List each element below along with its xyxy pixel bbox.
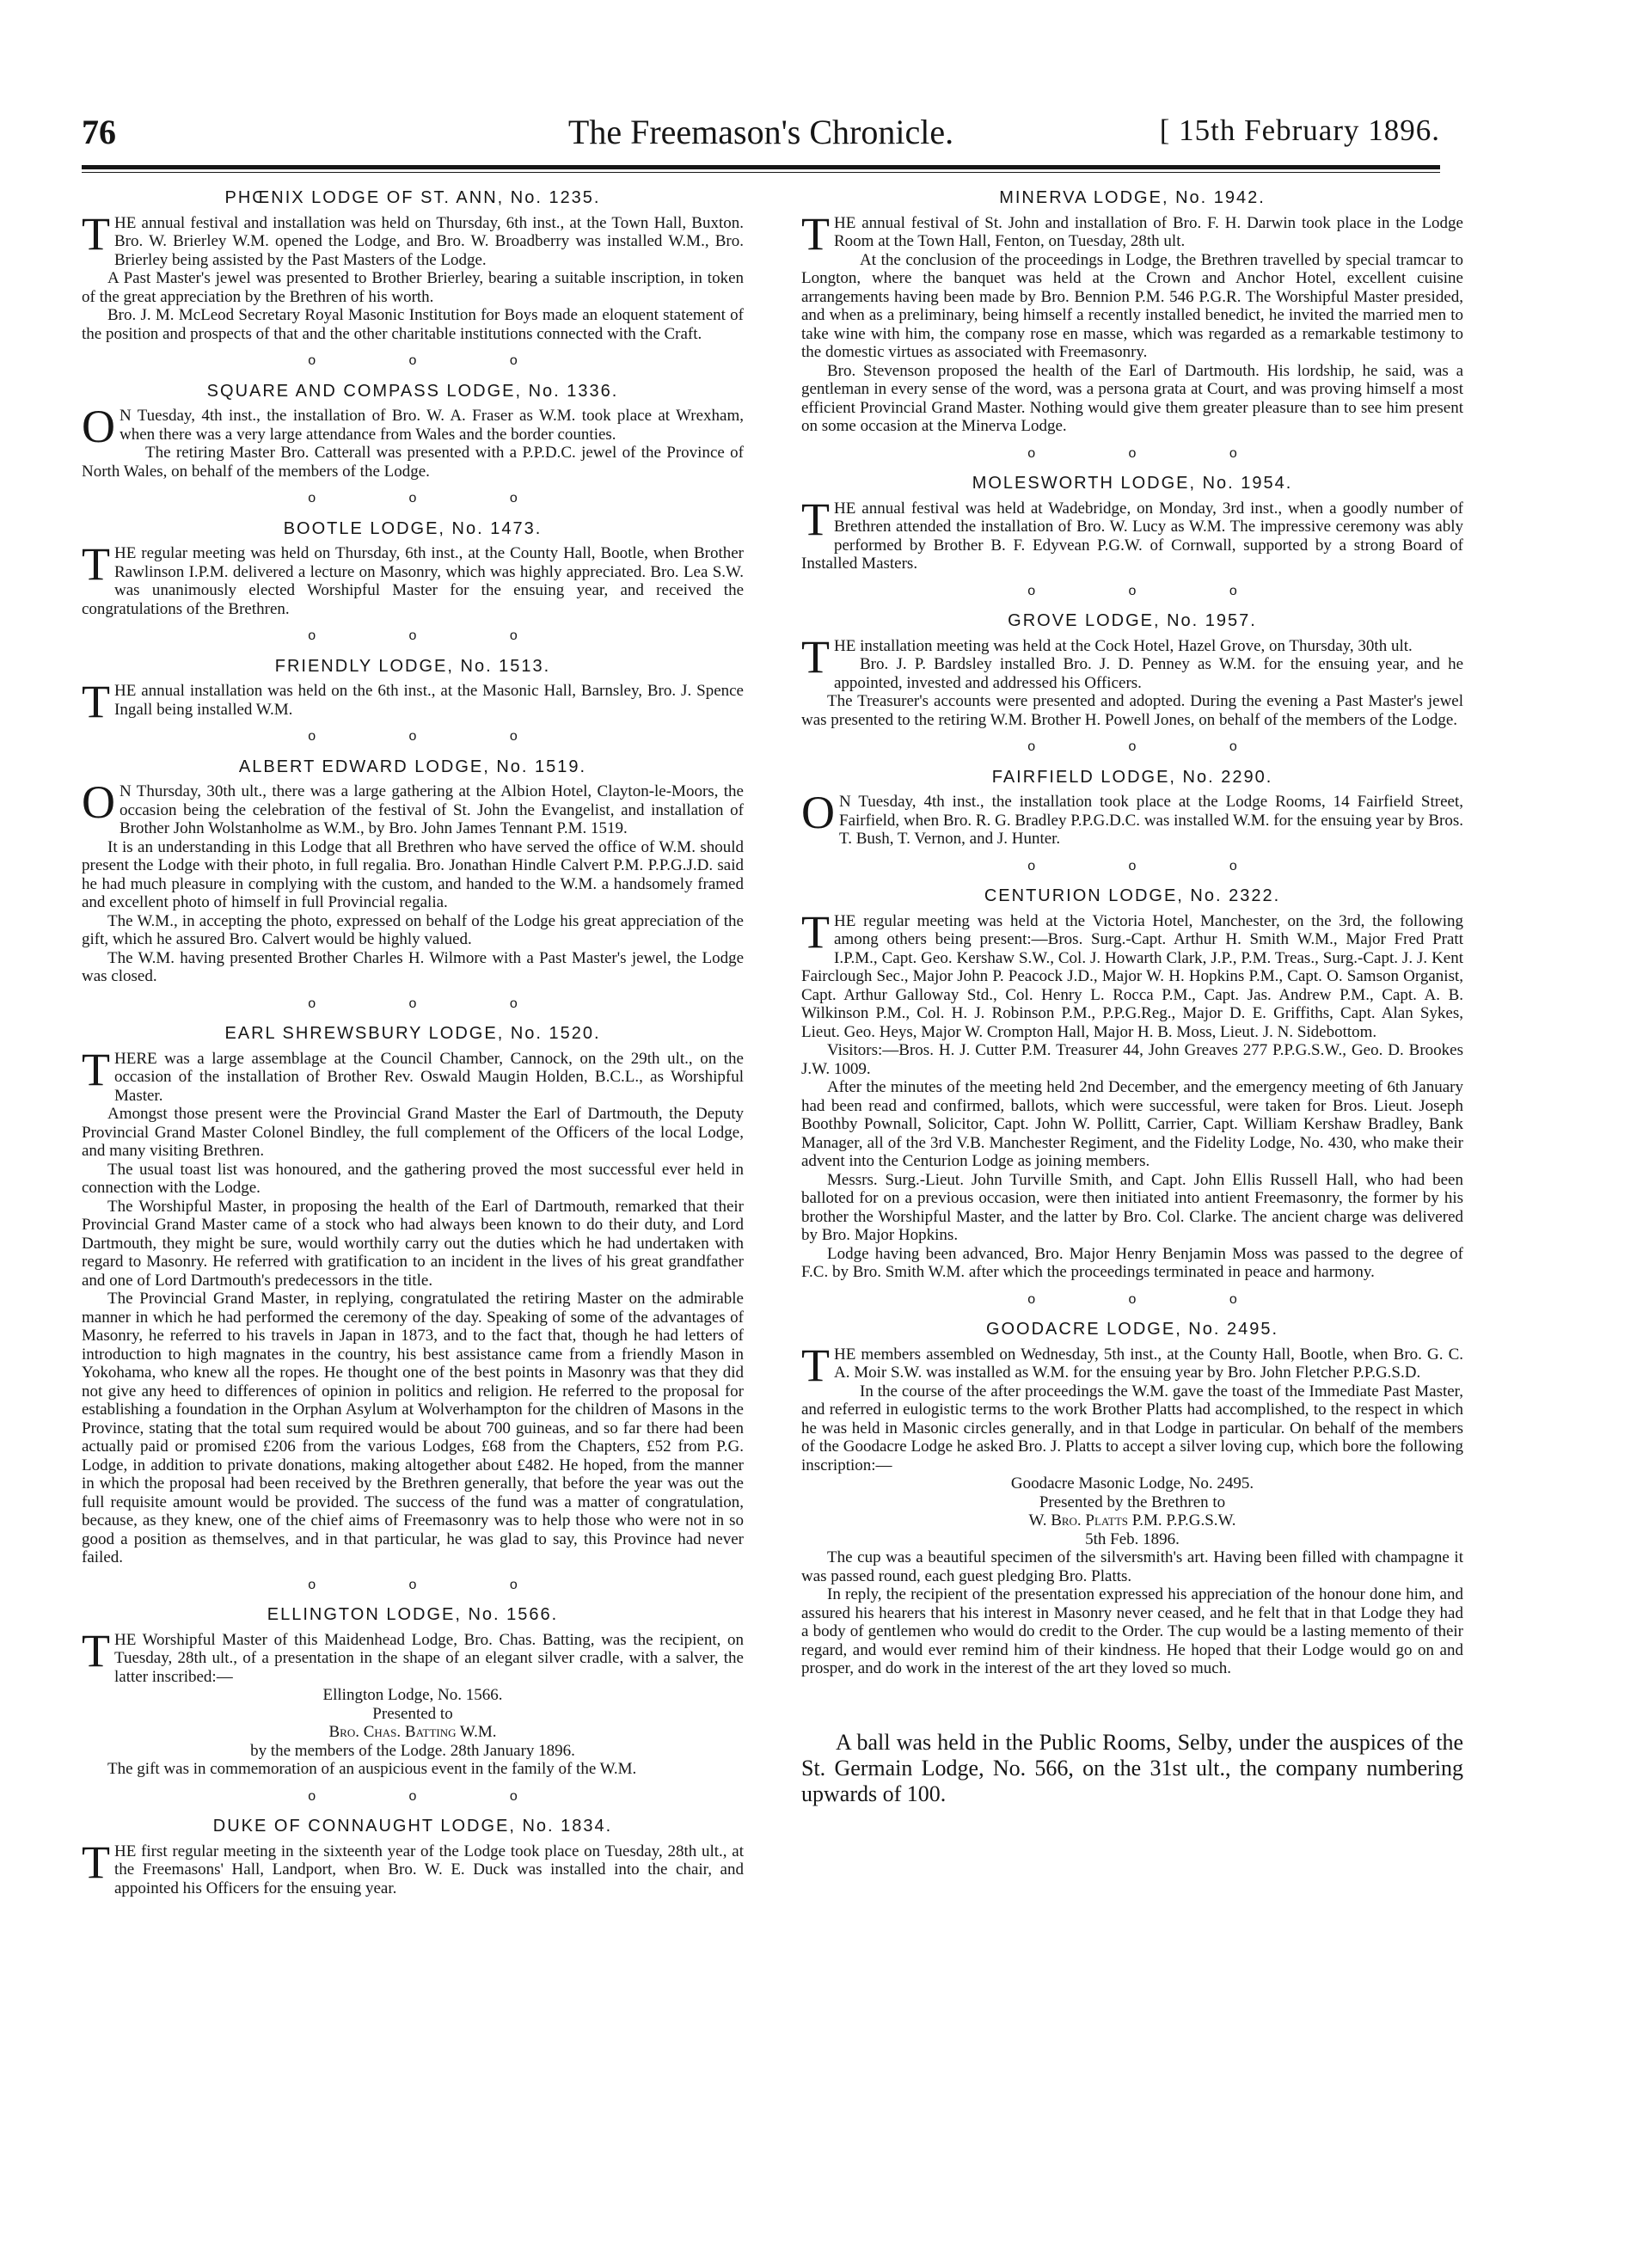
article-grove-lodge: [801, 612, 1463, 729]
article-paragraph: Amongst those present were the Provincial Grand Master the Earl of Dartmouth, the Deputy Provincial Grand Master Colonel Bindley, the full complement of the Officers of the local Lodge, and many visiting Brethren.: [82, 1105, 744, 1160]
header-rule: [82, 165, 1440, 169]
drop-cap: O: [82, 776, 115, 828]
drop-cap: T: [801, 905, 830, 958]
article-title: FRIENDLY LODGE, No. 1513.: [274, 656, 551, 676]
issue-date: [ 15th February 1896.: [1159, 113, 1440, 147]
article-friendly-lodge: [82, 656, 744, 727]
article-title: MOLESWORTH LODGE, No. 1954.: [972, 474, 1293, 493]
drop-cap: T: [801, 630, 830, 683]
inscription-line: Presented to: [372, 1704, 453, 1723]
article-paragraph: THE annual festival was held at Wadebridge, on Monday, 3rd inst., when a goodly number of Brethren attended the installation of Bro. W. Lucy as W.M. The impressive ceremony was ably performed by Brother B. F. Edyvean P.G.W. of Cornwall, supported by a strong Board of Installed Masters.: [801, 493, 1463, 573]
article-paragraph: The W.M. having presented Brother Charles H. Wilmore with a Past Master's jewel, the Lodge was closed.: [82, 948, 744, 985]
article-paragraph: THE members assembled on Wednesday, 5th inst., at the County Hall, Bootle, when Bro. G. C. A. Moir S.W. was installed as W.M. for the ensuing year by Bro. John Fletcher P.P.G.S.D.: [801, 1339, 1463, 1391]
section-separator: o o o: [308, 996, 562, 1011]
section-separator: o o o: [308, 491, 562, 506]
drop-cap: T: [82, 1043, 110, 1095]
page-header: [82, 112, 1440, 163]
section-separator: o o o: [308, 1577, 562, 1592]
article-title: SQUARE AND COMPASS LODGE, No. 1336.: [206, 381, 619, 401]
article-title: PHŒNIX LODGE OF ST. ANN, No. 1235.: [224, 188, 601, 207]
article-centurion-lodge: [801, 887, 1463, 1282]
article-square-compass-lodge: [82, 383, 744, 481]
drop-cap: O: [801, 787, 835, 838]
article-paragraph: THE regular meeting was held at the Victoria Hotel, Manchester, on the 3rd, the following among others being present:—Bros. Surg.-Capt. Arthur H. Smith W.M., Major Fred Pratt I.P.M., Capt. Geo. Kershaw S.W., Col. J. Howarth Clark, J.P., P.M. Treas., Surg.-Capt. J. J. Kent Fairclough Sec., Major John P. Peacock J.D., Major W. H. Hopkins P.M., Capt. O. Samson Organist, Capt. Arthur Galloway Std., Col. Henry L. Rocca P.M., Capt. Jas. Andrew P.M., Capt. A. B. Wilkinson P.M., Col. H. J. Robinson P.M., P.P.G.Reg., Major D. E. Griffiths, Capt. Alan Sykes, Lieut. Geo. Heys, Major W. Crompton Hall, Major H. B. Moss, Lieut. J. N. Sidebottom.: [801, 905, 1463, 1041]
article-bootle-lodge: [82, 520, 744, 619]
selby-ball-notice: [801, 1730, 1463, 1807]
article-title: CENTURION LODGE, No. 2322.: [984, 886, 1281, 905]
article-paragraph: The cup was a beautiful specimen of the silversmith's art. Having been filled with champagne it was passed round, each guest pledging Bro. Platts.: [801, 1548, 1463, 1585]
drop-cap: T: [82, 1836, 110, 1888]
article-title: GOODACRE LODGE, No. 2495.: [985, 1320, 1279, 1339]
article-earl-shrewsbury-lodge: [82, 1025, 744, 1567]
article-albert-edward-lodge: [82, 758, 744, 986]
section-separator: o o o: [1027, 858, 1282, 873]
drop-cap: O: [82, 401, 115, 452]
article-molesworth-lodge: [801, 475, 1463, 573]
article-paragraph: Visitors:—Bros. H. J. Cutter P.M. Treasurer 44, John Greaves 277 P.P.G.S.W., Geo. D. Brookes J.W. 1009.: [801, 1041, 1463, 1078]
section-separator: o o o: [308, 1788, 562, 1804]
publication-title: The Freemason's Chronicle.: [567, 113, 954, 151]
section-separator: o o o: [1027, 445, 1282, 461]
article-goodacre-lodge: [801, 1321, 1463, 1678]
left-column: [82, 189, 744, 1897]
article-paragraph: THERE was a large assemblage at the Council Chamber, Cannock, on the 29th ult., on the occasion of the installation of Brother Rev. Oswald Maugin Holden, B.C.L., as Worshipful Master.: [82, 1043, 744, 1105]
section-separator: o o o: [1027, 739, 1282, 754]
article-paragraph: Lodge having been advanced, Bro. Major Henry Benjamin Moss was passed to the degree of F.C. by Bro. Smith W.M. after which the proceedings terminated in peace and harmony.: [801, 1244, 1463, 1281]
article-title: EARL SHREWSBURY LODGE, No. 1520.: [224, 1024, 601, 1043]
section-separator: o o o: [308, 628, 562, 643]
article-paragraph: The Worshipful Master, in proposing the health of the Earl of Dartmouth, remarked that their Provincial Grand Master came of a stock who had always been known to do their duty, and Lord Dartmouth, they might be sure, would worthily carry out the duties which he had undertaken with regard to Masonry. He referred with gratification to an incident in the lives of his great grandfather and one of Lord Dartmouth's predecessors in the title.: [82, 1197, 744, 1290]
section-separator: o o o: [308, 729, 562, 744]
article-paragraph: The usual toast list was honoured, and the gathering proved the most successful ever held in connection with the Lodge.: [82, 1160, 744, 1197]
article-paragraph: In reply, the recipient of the presentation expressed his appreciation of the honour done him, and assured his hearers that his interest in Masonry never ceased, and he felt that in that Lodge they had a body of gentlemen who would do credit to the Order. The cup would be a lasting memento of their regard, and would ever remind him of their kindness. He hoped that their Lodge would go on and prosper, and do work in the interest of the art they loved so much.: [801, 1585, 1463, 1677]
article-title: DUKE OF CONNAUGHT LODGE, No. 1834.: [212, 1817, 613, 1836]
drop-cap: T: [801, 493, 830, 545]
article-paragraph: The retiring Master Bro. Catterall was presented with a P.P.D.C. jewel of the Province of North Wales, on behalf of the members of the Lodge.: [82, 444, 744, 481]
section-separator: o o o: [1027, 1291, 1282, 1307]
article-duke-of-connaught-lodge: [82, 1817, 744, 1897]
article-paragraph: THE regular meeting was held on Thursday, 6th inst., at the County Hall, Bootle, when Brother Rawlinson I.P.M. delivered a lecture on Masonry, which was highly appreciated. Bro. Lea S.W. was unanimously elected Worshipful Master for the ensuing year, and received the congratulations of the Brethren.: [82, 538, 744, 618]
article-paragraph: At the conclusion of the proceedings in Lodge, the Brethren travelled by special tramcar to Longton, where the banquet was held at the Crown and Anchor Hotel, excellent cuisine arrangements having been made by Bro. Bennion P.M. 546 P.G.R. The Worshipful Master presided, and when as a preliminary, being himself a recently installed benedict, he invited the married men to take wine with him, the company rose en masse, which was regarded as a remarkable testimony to the domestic virtues as associated with Freemasonry.: [801, 250, 1463, 361]
drop-cap: T: [82, 207, 110, 260]
right-column: [801, 189, 1463, 1807]
drop-cap: T: [82, 1624, 110, 1676]
article-title: ELLINGTON LODGE, No. 1566.: [267, 1605, 559, 1624]
article-paragraph: Bro. Stevenson proposed the health of the Earl of Dartmouth. His lordship, he said, was a gentleman in every sense of the word, was a persona grata at Court, and was proving himself a most efficient Provincial Grand Master. Nothing would give them greater pleasure than to see him present on some occasion at the Minerva Lodge.: [801, 361, 1463, 435]
drop-cap: T: [82, 538, 110, 590]
article-title: FAIRFIELD LODGE, No. 2290.: [991, 767, 1273, 787]
article-paragraph: O N Tuesday, 4th inst., the installation of Bro. W. A. Fraser as W.M. took place at Wrexham, when there was a very large attendance from Wales and the border counties.: [82, 401, 744, 452]
article-paragraph: A Past Master's jewel was presented to Brother Brierley, bearing a suitable inscription, in token of the great appreciation by the Brethren of his worth.: [82, 269, 744, 306]
article-title: BOOTLE LODGE, No. 1473.: [283, 518, 543, 538]
drop-cap: T: [801, 1339, 830, 1391]
article-phoenix-lodge: [82, 189, 744, 343]
article-paragraph: It is an understanding in this Lodge that all Brethren who have served the office of W.M. should present the Lodge with their photo, in full regalia. Bro. Jonathan Hindle Calvert P.M. P.P.G.J.D. said he had much pleasure in complying with the custom, and handed to the W.M. a handsomely framed and excellent photo of himself in full Provincial regalia.: [82, 837, 744, 911]
article-fairfield-lodge: [801, 769, 1463, 849]
inscription-line: by the members of the Lodge. 28th January 1896.: [250, 1741, 575, 1760]
article-paragraph: Bro. J. M. McLeod Secretary Royal Masonic Institution for Boys made an eloquent statement of the position and prospects of that and the other charitable institutions connected with the Craft.: [82, 306, 744, 343]
inscription-line: 5th Feb. 1896.: [1085, 1529, 1180, 1548]
article-paragraph: THE installation meeting was held at the Cock Hotel, Hazel Grove, on Thursday, 30th ult.: [801, 630, 1413, 683]
article-paragraph: THE Worshipful Master of this Maidenhead Lodge, Bro. Chas. Batting, was the recipient, on Tuesday, 28th ult., of a presentation in the shape of an elegant silver cradle, with a salver, the latter inscribed:—: [82, 1624, 744, 1686]
article-paragraph: In the course of the after proceedings the W.M. gave the toast of the Immediate Past Master, and referred in eulogistic terms to the work Brother Platts had accomplished, to the respect in which he was held in Masonic circles generally, and in that Lodge in particular. On behalf of the members of the Goodacre Lodge he asked Bro. J. Platts to accept a silver loving cup, which bore the following inscription:—: [801, 1382, 1463, 1474]
notice-paragraph: A ball was held in the Public Rooms, Selby, under the auspices of the St. Germain Lodge, No. 566, on the 31st ult., the company numbering upwards of 100.: [801, 1729, 1463, 1806]
section-separator: o o o: [1027, 583, 1282, 598]
article-paragraph: O N Tuesday, 4th inst., the installation took place at the Lodge Rooms, 14 Fairfield Street, Fairfield, when Bro. R. G. Bradley P.P.G.D.C. was installed W.M. for the ensuing year by Bros. T. Bush, T. Vernon, and J. Hunter.: [801, 787, 1463, 848]
article-title: ALBERT EDWARD LODGE, No. 1519.: [238, 757, 587, 776]
article-paragraph: THE annual festival and installation was held on Thursday, 6th inst., at the Town Hall, Buxton. Bro. W. Brierley W.M. opened the Lodge, and Bro. W. Broadberry was installed W.M., Bro. Brierley being assisted by the Past Masters of the Lodge.: [82, 207, 744, 269]
article-minerva-lodge: [801, 189, 1463, 436]
article-paragraph: O N Thursday, 30th ult., there was a large gathering at the Albion Hotel, Clayton-le-Moors, the occasion being the celebration of the festival of St. John the Evangelist, and installation of Brother John Wolstanholme as W.M., by Bro. John James Tennant P.M. 1519.: [82, 776, 744, 837]
article-paragraph: THE annual installation was held on the 6th inst., at the Masonic Hall, Barnsley, Bro. J. Spence Ingall being installed W.M.: [82, 676, 744, 727]
article-ellington-lodge: [82, 1606, 744, 1779]
article-paragraph: THE first regular meeting in the sixteenth year of the Lodge took place on Tuesday, 28th ult., at the Freemasons' Hall, Landport, when Bro. W. E. Duck was installed into the chair, and appointed his Officers for the ensuing year.: [82, 1836, 744, 1897]
inscription-line: Ellington Lodge, No. 1566.: [322, 1686, 503, 1704]
page-number: 76: [82, 113, 116, 151]
article-title: GROVE LODGE, No. 1957.: [1008, 611, 1257, 630]
article-paragraph: THE annual festival of St. John and installation of Bro. F. H. Darwin took place in the Lodge Room at the Town Hall, Fenton, on Tuesday, 28th ult.: [801, 207, 1463, 260]
drop-cap: T: [82, 676, 110, 727]
article-paragraph: The Treasurer's accounts were presented and adopted. During the evening a Past Master's jewel was presented to the retiring W.M. Brother H. Powell Jones, on behalf of the members of the Lodge.: [801, 692, 1463, 729]
article-paragraph: Bro. J. P. Bardsley installed Bro. J. D. Penney as W.M. for the ensuing year, and he appointed, invested and addressed his Officers.: [834, 655, 1463, 692]
article-paragraph: After the minutes of the meeting held 2nd December, and the emergency meeting of 6th January had been read and confirmed, ballots, which were successful, were taken for Bros. Lieut. Joseph Boothby Pownall, Solicitor, Capt. John W. Pollitt, Carrier, Capt. William Kershaw Bradley, Bank Manager, all of the 3rd V.B. Manchester Regiment, and the Fidelity Lodge, No. 430, who make their advent into the Centurion Lodge as joining members.: [801, 1078, 1463, 1170]
inscription-line: Goodacre Masonic Lodge, No. 2495.: [1010, 1474, 1254, 1493]
article-paragraph: The W.M., in accepting the photo, expressed on behalf of the Lodge his great appreciation of the gift, which he assured Bro. Calvert would be highly valued.: [82, 911, 744, 948]
section-separator: o o o: [308, 353, 562, 368]
drop-cap: T: [801, 207, 830, 260]
article-paragraph: The gift was in commemoration of an auspicious event in the family of the W.M.: [107, 1760, 637, 1778]
inscription-line: W. Bro. Platts P.M. P.P.G.S.W.: [1028, 1511, 1236, 1529]
article-paragraph: The Provincial Grand Master, in replying, congratulated the retiring Master on the admirable manner in which he had performed the ceremony of the day. Speaking of some of the advantages of Masonry, he referred to his travels in Japan in 1873, and to the fact that, though he had letters of introduction to high magnates in the country, his best assistance came from a friendly Mason in Yokohama, who knew all the ropes. He thought one of the best points in Masonry was that they did not give any heed to differences of opinion in politics and religion. He referred to the proposal for establishing a foundation in the Orphan Asylum at Wolverhampton for the children of Masons in the Province, stating that the total sum required would be about 700 guineas, and so far there had been actually paid or promised £206 from the various Lodges, £68 from the Chapters, £52 from P.G. Lodge, in addition to private donations, making altogether about £482. He hoped, from the manner in which the proposal had been received by the Brethren generally, that before the year was out the full requisite amount would be provided. The success of the fund was a matter of congratulation, because, as they knew, one of the chief aims of Freemasonry was to help those who were not in so good a position as themselves, and in that particular, he was glad to say, this Province had never failed.: [82, 1290, 744, 1566]
inscription-line: Presented by the Brethren to: [1039, 1493, 1226, 1511]
article-title: MINERVA LODGE, No. 1942.: [999, 188, 1266, 207]
header-rule-thin: [82, 172, 1440, 173]
article-paragraph: Messrs. Surg.-Lieut. John Turville Smith, and Capt. John Ellis Russell Hall, who had been balloted for on a previous occasion, were then initiated into antient Freemasonry, the former by his brother the Worshipful Master, and the latter by Bro. Col. Clarke. The ancient charge was delivered by Bro. Major Hopkins.: [801, 1170, 1463, 1244]
inscription-line: Bro. Chas. Batting W.M.: [328, 1723, 497, 1741]
